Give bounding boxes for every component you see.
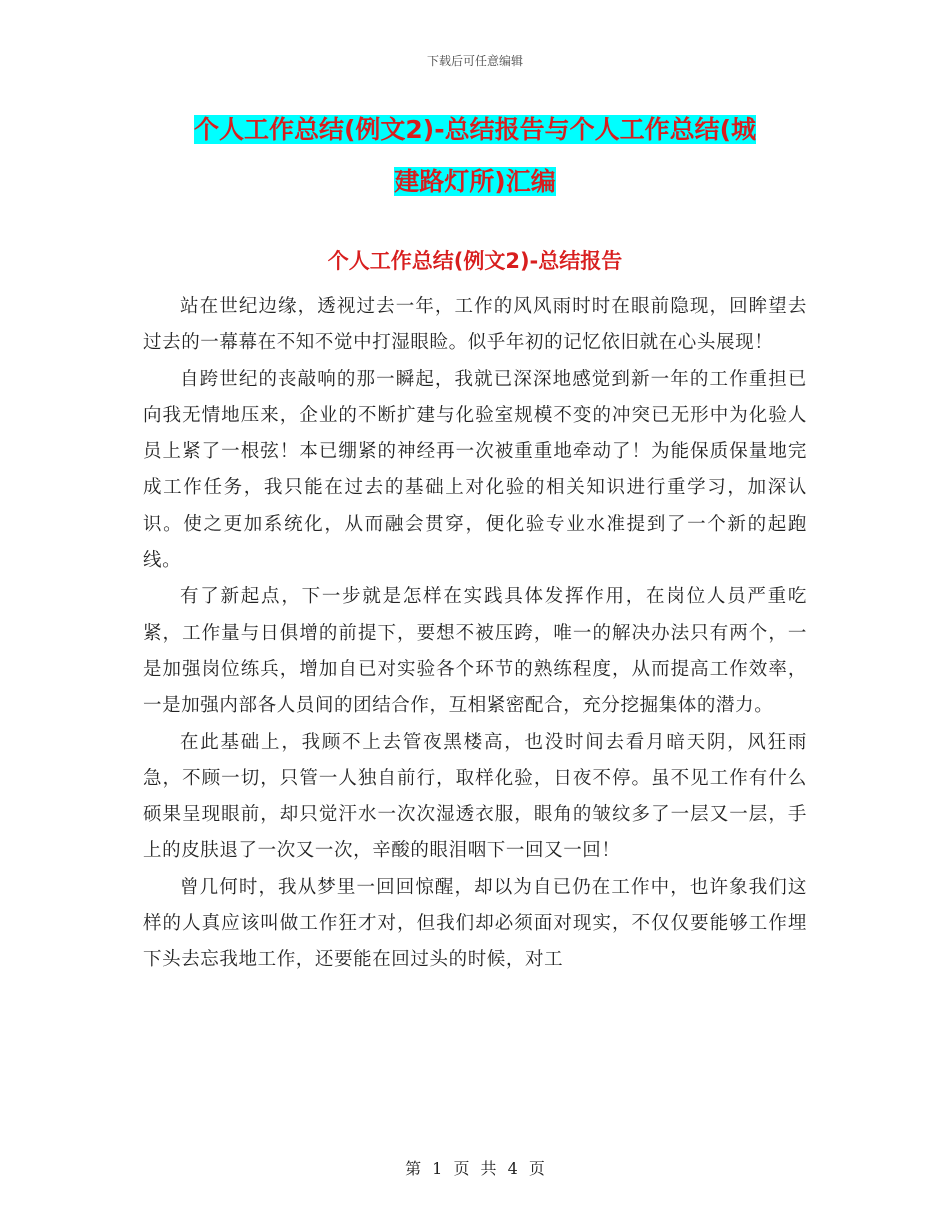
document-body bbox=[143, 289, 807, 979]
paragraph: 有了新起点，下一步就是怎样在实践具体发挥作用，在岗位人员严重吃紧，工作量与日俱增的前提下，要想不被压跨，唯一的解决办法只有两个，一是加强岗位练兵，增加自已对实验各个环节的熟练程度，从而提高工作效率，一是加强内部各人员间的团结合作，互相紧密配合，充分挖掘集体的潜力。 bbox=[143, 586, 807, 717]
page-header-note: 下载后可任意编辑 bbox=[426, 54, 523, 68]
paragraph: 自跨世纪的丧敲响的那一瞬起，我就已深深地感觉到新一年的工作重担已向我无情地压来，企业的不断扩建与化验室规模不变的冲突已无形中为化验人员上紧了一根弦！本已绷紧的神经再一次被重重地牵动了！为能保质保量地完成工作任务，我只能在过去的基础上对化验的相关知识进行重学习，加深认识。使之更加系统化，从而融会贯穿，便化验专业水准提到了一个新的起跑线。 bbox=[143, 368, 807, 572]
section-title: 个人工作总结(例文2)-总结报告 bbox=[327, 249, 623, 273]
paragraph: 曾几何时，我从梦里一回回惊醒，却以为自已仍在工作中，也许象我们这样的人真应该叫做工作狂才对，但我们却必须面对现实，不仅仅要能够工作埋下头去忘我地工作，还要能在回过头的时候，对工 bbox=[143, 876, 807, 971]
page-number-footer: 第 1 页 共 4 页 bbox=[405, 1159, 545, 1178]
paragraph: 在此基础上，我顾不上去管夜黑楼高，也没时间去看月暗天阴，风狂雨急，不顾一切，只管一人独自前行，取样化验，日夜不停。虽不见工作有什么硕果呈现眼前，却只觉汗水一次次湿透衣服，眼角的皱纹多了一层又一层，手上的皮肤退了一次又一次，辛酸的眼泪咽下一回又一回！ bbox=[143, 731, 807, 862]
document-title-line-1: 个人工作总结(例文2)-总结报告与个人工作总结(城 bbox=[193, 115, 757, 144]
document-title bbox=[140, 104, 810, 208]
document-title-line-2: 建路灯所)汇编 bbox=[394, 167, 556, 196]
paragraph: 站在世纪边缘，透视过去一年，工作的风风雨时时在眼前隐现，回眸望去过去的一幕幕在不知不觉中打湿眼睑。似乎年初的记忆依旧就在心头展现！ bbox=[143, 296, 807, 354]
